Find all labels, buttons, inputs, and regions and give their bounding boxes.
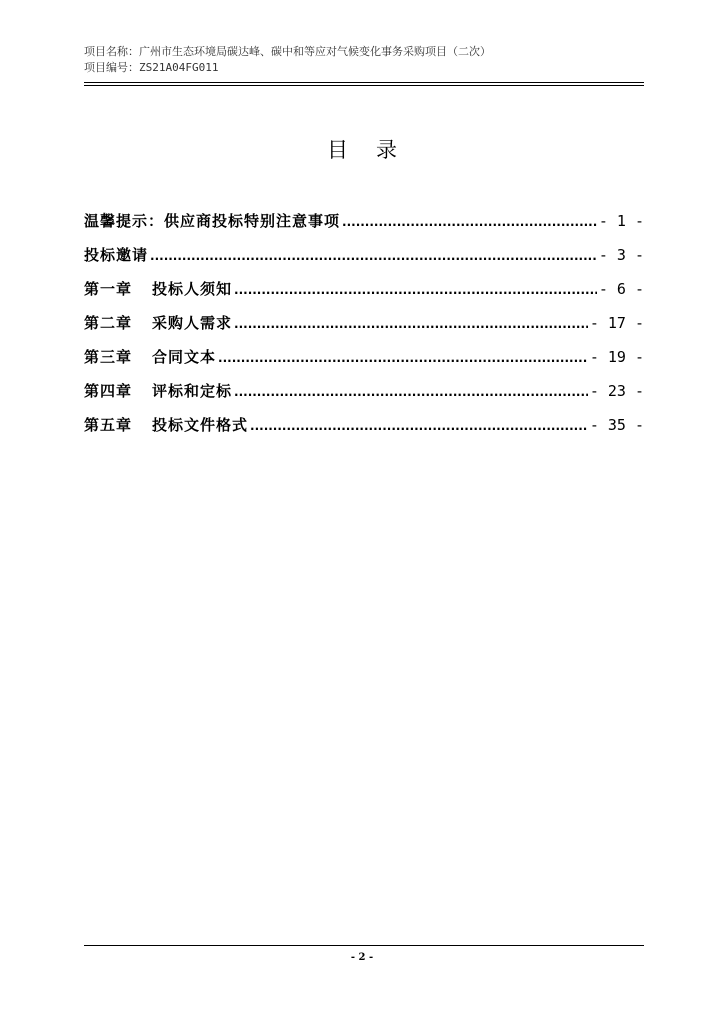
footer-page-number: - 2 -: [350, 952, 374, 963]
toc-entry-invitation[interactable]: [84, 244, 644, 278]
toc-entry-label: 温馨提示：供应商投标特别注意事项: [84, 212, 341, 230]
toc-entry-chapter: 第五章: [84, 416, 133, 434]
toc-dot-leader: [218, 351, 588, 365]
toc-entry-chapter: 第二章: [84, 314, 133, 332]
toc-dot-leader: [250, 419, 588, 433]
toc-title: 目录: [327, 138, 425, 162]
toc-entry-chapter: 第三章: [84, 348, 133, 366]
toc-entry-page: - 35 -: [589, 416, 644, 434]
header-divider: [84, 82, 644, 86]
toc-entry-chapter-2[interactable]: [84, 312, 644, 346]
toc-dot-leader: [234, 283, 597, 297]
toc-dot-leader: [342, 215, 597, 229]
page-header: [84, 44, 644, 76]
toc-entry-chapter-3[interactable]: [84, 346, 644, 380]
toc-dot-leader: [150, 249, 597, 263]
toc-entry-page: - 17 -: [589, 314, 644, 332]
toc-entry-label: 投标邀请: [84, 246, 149, 264]
toc-list: [84, 210, 644, 448]
project-number: 项目编号：ZS21A04FG011: [84, 61, 219, 74]
toc-entry-chapter: 第一章: [84, 280, 133, 298]
toc-entry-page: - 1 -: [598, 212, 644, 230]
toc-entry-label: 投标文件格式: [152, 416, 249, 434]
toc-entry-label: 合同文本: [152, 348, 217, 366]
footer-divider: [84, 945, 644, 946]
toc-dot-leader: [234, 385, 588, 399]
toc-entry-label: 投标人须知: [152, 280, 233, 298]
toc-entry-chapter-1[interactable]: [84, 278, 644, 312]
toc-entry-page: - 3 -: [598, 246, 644, 264]
project-name: 项目名称：广州市生态环境局碳达峰、碳中和等应对气候变化事务采购项目（二次）: [84, 45, 491, 58]
toc-entry-label: 采购人需求: [152, 314, 233, 332]
toc-entry-notice[interactable]: [84, 210, 644, 244]
toc-entry-label: 评标和定标: [152, 382, 233, 400]
toc-entry-chapter: 第四章: [84, 382, 133, 400]
toc-entry-chapter-4[interactable]: [84, 380, 644, 414]
toc-dot-leader: [234, 317, 588, 331]
toc-entry-page: - 19 -: [589, 348, 644, 366]
toc-entry-page: - 6 -: [598, 280, 644, 298]
toc-entry-page: - 23 -: [589, 382, 644, 400]
toc-entry-chapter-5[interactable]: [84, 414, 644, 448]
